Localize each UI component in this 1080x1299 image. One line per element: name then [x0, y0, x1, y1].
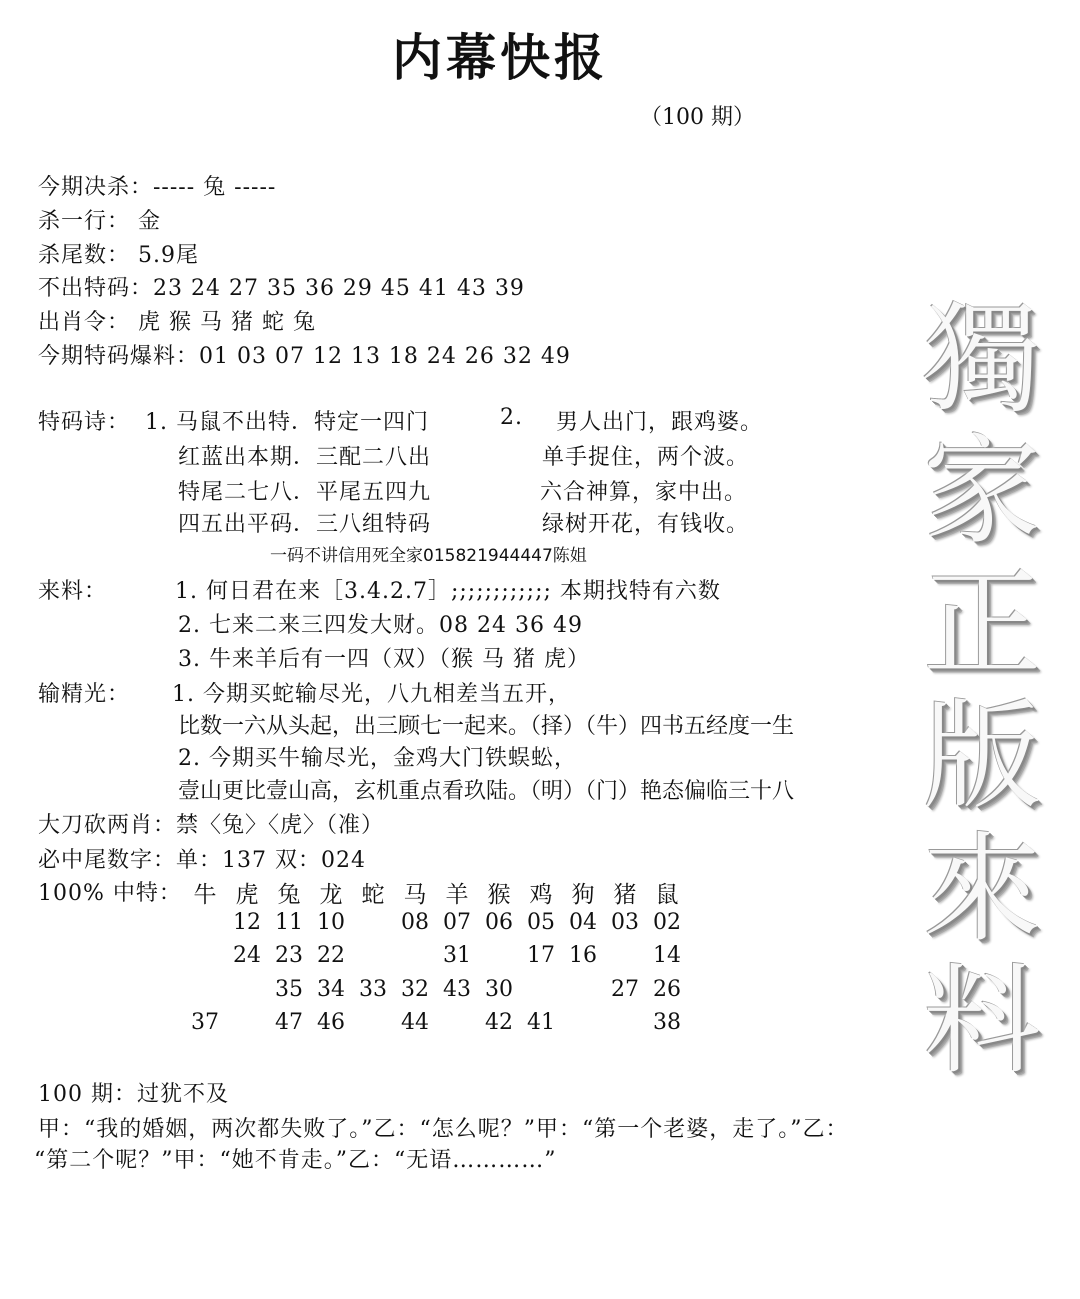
zodiac-number: 47 — [275, 1010, 303, 1035]
poem-right-number: 2. — [500, 405, 523, 430]
poem-right-line: 绿树开花，有钱收。 — [542, 512, 750, 537]
vertical-char: 料 — [922, 951, 1041, 1090]
source-label: 来料： — [38, 579, 108, 604]
zodiac-number: 06 — [485, 909, 513, 935]
zodiac-number: 10 — [317, 909, 345, 935]
zodiac-number: 37 — [191, 1010, 219, 1035]
zodiac-number: 14 — [653, 943, 681, 968]
zodiac-number: 30 — [485, 976, 513, 1002]
poem-left-line: 红蓝出本期．三配二八出 — [178, 445, 432, 470]
vertical-char: 正 — [922, 554, 1041, 693]
poem-right-line: 六合神算，家中出。 — [540, 480, 748, 505]
zodiac-number: 22 — [317, 943, 345, 968]
zodiac-number: 41 — [527, 1010, 555, 1035]
zodiac-number: 02 — [653, 909, 681, 935]
kill-element-line: 杀一行： 金 — [38, 209, 161, 234]
excluded-numbers-line: 不出特码：23 24 27 35 36 29 45 41 43 39 — [38, 276, 525, 301]
zodiac-number: 27 — [611, 976, 639, 1002]
page-title: 内幕快报 — [392, 29, 608, 87]
zodiac-number: 44 — [401, 1010, 429, 1035]
vertical-char: 獨 — [922, 290, 1041, 428]
zodiac-name: 猴 — [487, 882, 511, 908]
lose-label: 输精光： — [38, 682, 131, 707]
zodiac-number: 46 — [317, 1010, 345, 1035]
lose-line: 壹山更比壹山高，玄机重点看玖陆。（明）（门）艳态偏临三十八 — [178, 779, 795, 804]
zodiac-number: 12 — [233, 909, 261, 935]
zodiac-number: 31 — [443, 943, 471, 968]
zodiac-name: 蛇 — [361, 882, 385, 908]
lose-line: 2. 今期买牛输尽光，金鸡大门铁蜈蚣， — [178, 746, 577, 771]
poem-left-line: 特尾二七八．平尾五四九 — [178, 480, 432, 505]
zodiac-number: 35 — [275, 976, 303, 1002]
tail-line: 必中尾数字：单：137 双：024 — [38, 848, 366, 873]
zodiac-number: 08 — [401, 909, 429, 935]
cut-line: 大刀砍两肖：禁〈兔〉〈虎〉（准） — [38, 813, 385, 838]
zodiac-number: 03 — [611, 909, 639, 935]
source-item: 1. 何日君在来［3.4.2.7］;;;;;;;;;;;; 本期找特有六数 — [175, 579, 721, 604]
zodiac-name: 羊 — [445, 882, 469, 908]
zodiac-name: 鼠 — [655, 882, 679, 908]
zodiac-name: 牛 — [193, 882, 217, 908]
issue-number: （100 期） — [640, 105, 755, 130]
joke-title: 100 期：过犹不及 — [38, 1082, 229, 1107]
zodiac-name: 马 — [403, 882, 427, 908]
zodiac-number: 16 — [569, 943, 597, 968]
joke-line: 甲：“我的婚姻，两次都失败了。”乙：“怎么呢？”甲：“第一个老婆，走了。”乙： — [38, 1117, 849, 1142]
zodiac-number: 33 — [359, 976, 387, 1002]
zodiac-name: 猪 — [613, 882, 637, 908]
zodiac-number: 23 — [275, 943, 303, 968]
zodiac-name: 鸡 — [529, 882, 553, 908]
zodiac-number: 11 — [275, 909, 303, 935]
zodiac-number: 38 — [653, 1010, 681, 1035]
zodiac-number: 24 — [233, 943, 261, 968]
poem-right-line: 男人出门，跟鸡婆。 — [556, 410, 764, 435]
poem-label: 特码诗： — [38, 410, 131, 435]
zodiac-number: 26 — [653, 976, 681, 1002]
zodiac-number: 32 — [401, 976, 429, 1002]
vertical-char: 來 — [922, 819, 1041, 958]
zodiac-number: 04 — [569, 909, 597, 935]
zodiac-number: 42 — [485, 1010, 513, 1035]
zodiac-name: 狗 — [571, 882, 595, 908]
lose-line: 比数一六从头起，出三顾七一起来。（择）（牛）四书五经度一生 — [178, 714, 795, 739]
source-item: 2. 七来二来三四发大财。08 24 36 49 — [178, 613, 583, 638]
zodiac-order-line: 出肖令： 虎 猴 马 猪 蛇 兔 — [38, 310, 316, 335]
zodiac-label: 100% 中特： — [38, 881, 182, 906]
poem-right-line: 单手捉住，两个波。 — [542, 445, 750, 470]
zodiac-number: 07 — [443, 909, 471, 935]
joke-line: “第二个呢？”甲：“她不肯走。”乙：“无语…………” — [34, 1148, 557, 1173]
lose-line: 1. 今期买蛇输尽光，八九相差当五开， — [172, 682, 571, 707]
vertical-char: 版 — [922, 687, 1041, 826]
poem-left-line: 1. 马鼠不出特．特定一四门 — [145, 410, 429, 435]
poem-note: 一码不讲信用死全家015821944447陈姐 — [270, 546, 587, 566]
vertical-title — [912, 290, 1052, 1090]
hot-numbers-line: 今期特码爆料：01 03 07 12 13 18 24 26 32 49 — [38, 344, 571, 369]
zodiac-number: 34 — [317, 976, 345, 1002]
zodiac-name: 兔 — [277, 882, 301, 908]
kill-tail-line: 杀尾数： 5.9尾 — [38, 243, 199, 268]
vertical-char: 家 — [922, 422, 1041, 561]
poem-left-line: 四五出平码．三八组特码 — [178, 512, 432, 537]
source-item: 3. 牛来羊后有一四（双）（猴 马 猪 虎） — [178, 647, 590, 672]
zodiac-name: 龙 — [319, 882, 343, 908]
kill-zodiac-line: 今期决杀：----- 兔 ----- — [38, 175, 277, 200]
zodiac-number: 17 — [527, 943, 555, 968]
zodiac-table — [185, 876, 705, 1036]
zodiac-number: 43 — [443, 976, 471, 1002]
zodiac-number: 05 — [527, 909, 555, 935]
zodiac-name: 虎 — [235, 882, 259, 908]
